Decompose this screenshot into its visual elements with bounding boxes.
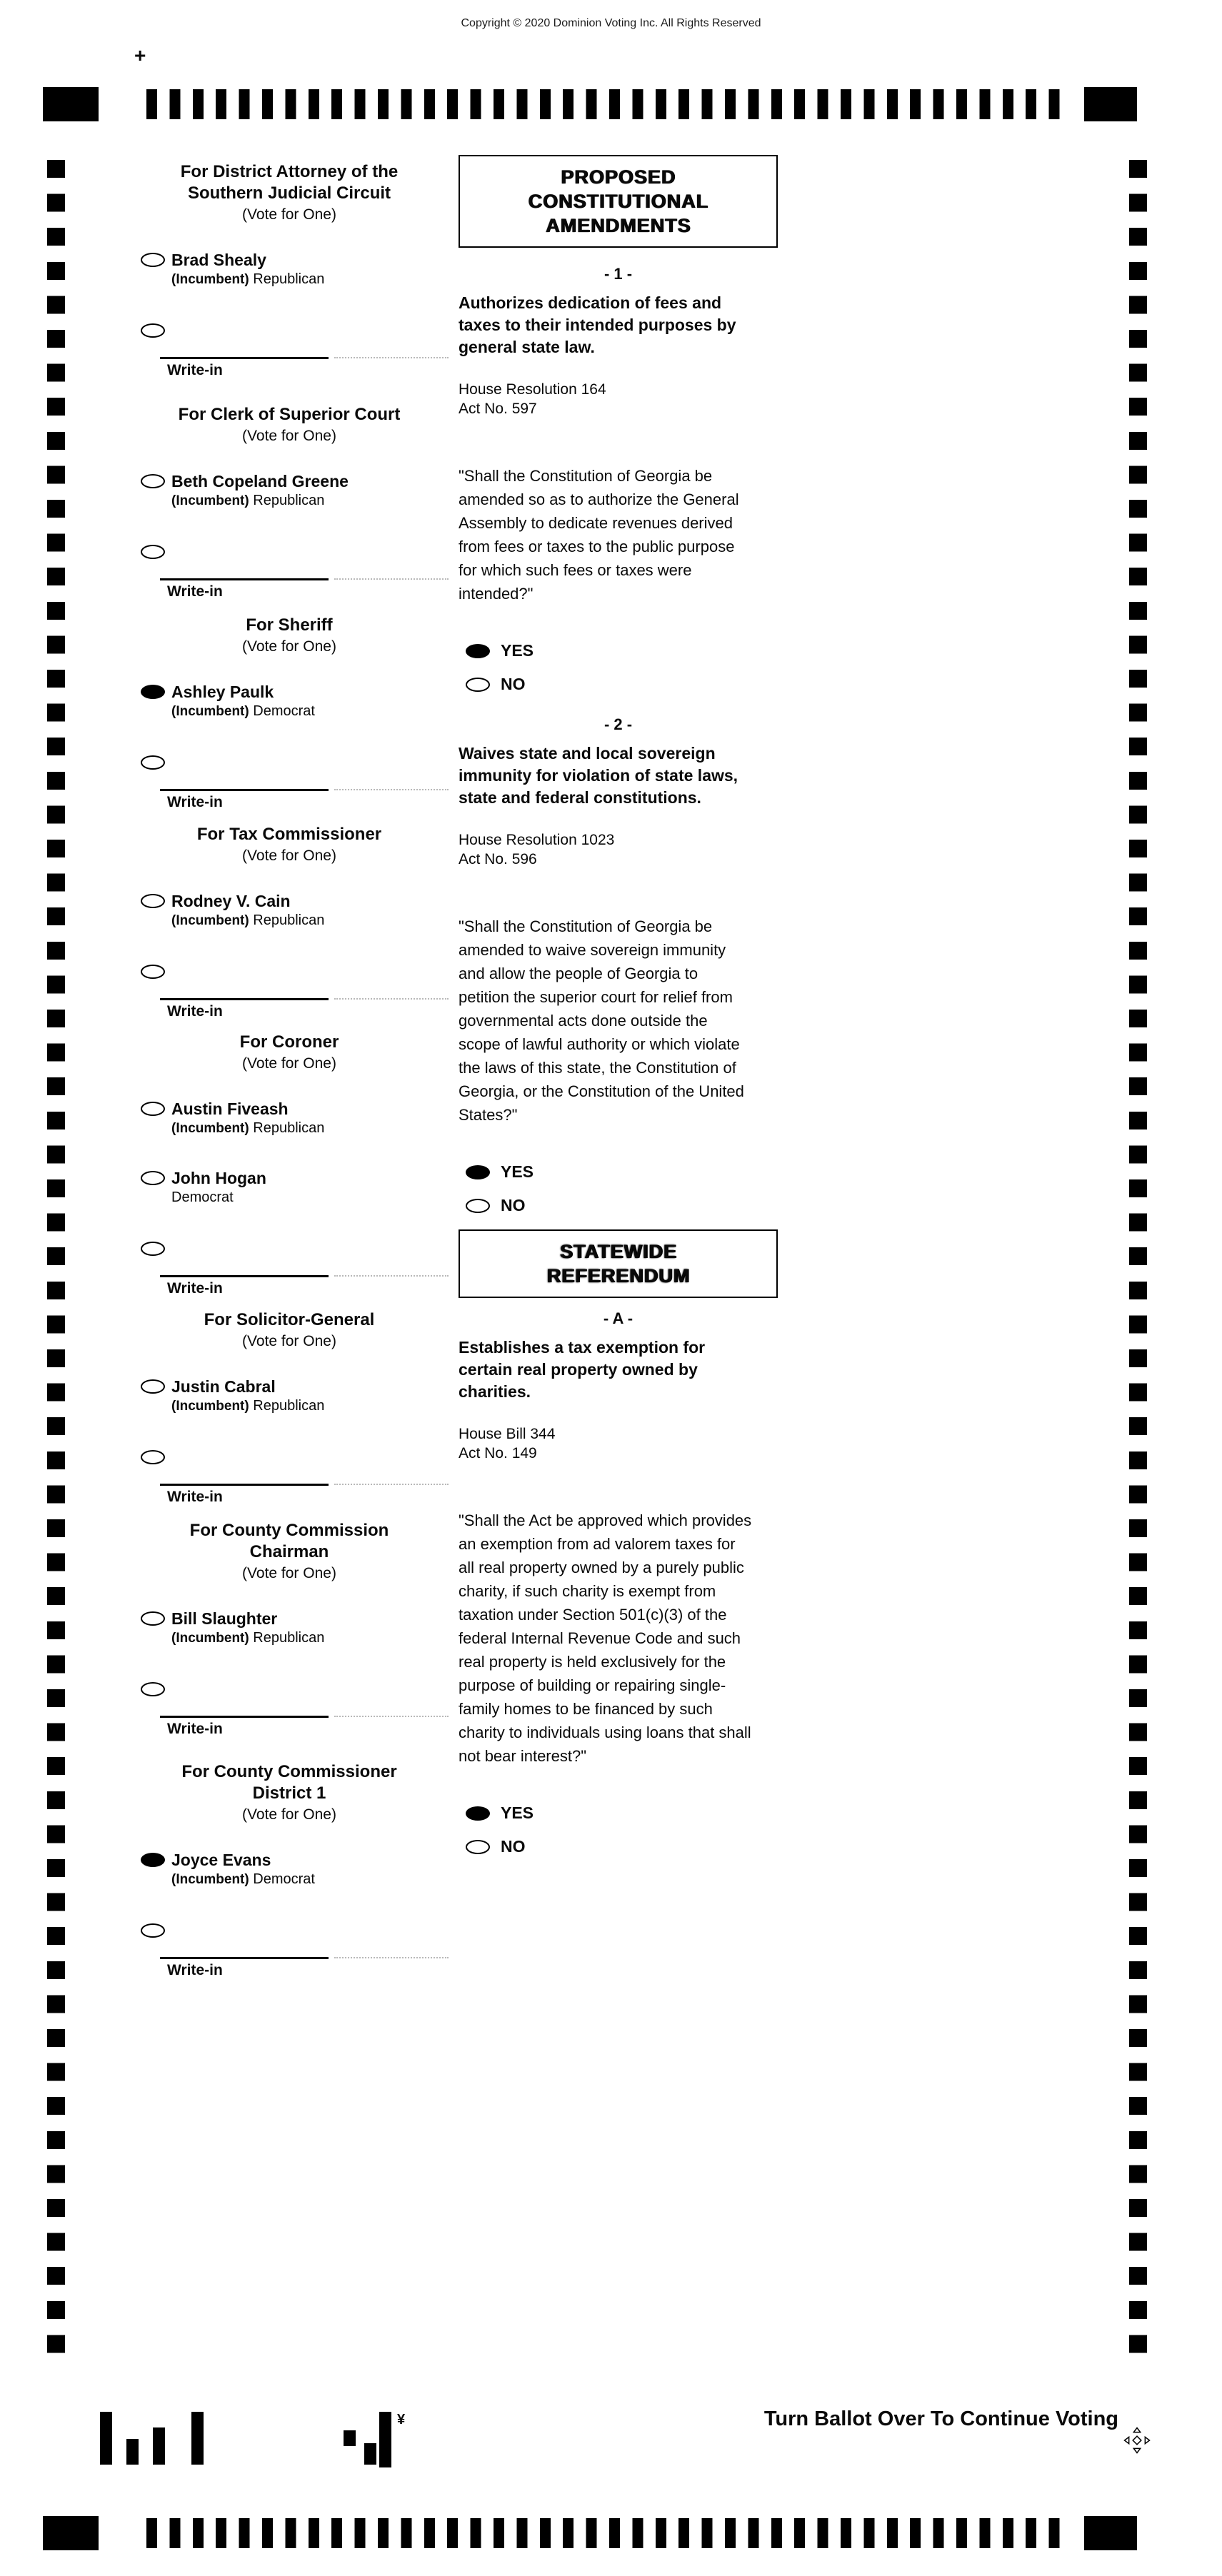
write-in-area[interactable]: [160, 1716, 329, 1739]
incumbent-label: (Incumbent): [171, 704, 249, 719]
code-bar: [344, 2430, 356, 2446]
write-in-option: [136, 753, 443, 773]
candidate-info: [171, 1168, 266, 1207]
yes-option: [466, 641, 778, 660]
candidate-party: [171, 702, 315, 721]
section-header-statewide-referendum: [459, 1229, 778, 1298]
race-title: [136, 1032, 443, 1053]
candidate-option: [136, 1377, 443, 1416]
write-in-area[interactable]: [160, 1484, 329, 1506]
candidate-info: [171, 471, 349, 510]
race-title-line: For Sheriff: [246, 615, 333, 635]
party-label: Republican: [253, 1120, 325, 1136]
party-label: Republican: [253, 912, 325, 928]
race-title: [136, 1520, 443, 1563]
candidate-option: [136, 682, 443, 721]
copyright-line: Copyright © 2020 Dominion Voting Inc. All Rights Reserved: [461, 17, 761, 29]
reference-line: House Resolution 1023: [459, 832, 615, 848]
candidate-name: Justin Cabral: [171, 1377, 276, 1396]
measure-references: [459, 380, 778, 418]
party-label: Democrat: [253, 703, 315, 719]
write-in-oval[interactable]: [141, 1682, 165, 1696]
measure-summary: Establishes a tax exemption for certain real property owned by charities.: [459, 1338, 706, 1401]
vote-oval[interactable]: [141, 474, 165, 488]
vote-for-one: (Vote for One): [242, 1806, 336, 1823]
scan-artifact-glyph: ¥: [397, 2412, 406, 2427]
candidate-name: Brad Shealy: [171, 251, 266, 269]
candidate-info: [171, 250, 324, 289]
yes-oval[interactable]: [466, 1165, 490, 1179]
candidate-info: [171, 682, 315, 721]
write-in-label: Write-in: [167, 583, 223, 600]
section-header-line: PROPOSED: [560, 166, 676, 188]
write-in-option: [136, 321, 443, 341]
write-in-option: [136, 1447, 443, 1468]
candidate-info: [171, 891, 324, 930]
vote-oval[interactable]: [141, 1611, 165, 1626]
candidate-party: [171, 1629, 324, 1648]
incumbent-label: (Incumbent): [171, 913, 249, 928]
race-title-line: For Tax Commissioner: [196, 825, 382, 844]
no-option: [466, 675, 778, 694]
candidate-party: [171, 1870, 315, 1889]
measure-references: [459, 830, 778, 869]
incumbent-label: (Incumbent): [171, 493, 249, 508]
no-label: NO: [501, 1196, 526, 1214]
candidate-party: [171, 1119, 324, 1138]
write-in-label: Write-in: [167, 1962, 223, 1978]
write-in-label: Write-in: [167, 1489, 223, 1505]
candidate-option: [136, 891, 443, 930]
race-district-attorney: [136, 161, 443, 380]
section-header-proposed-constitutional-amendments: [459, 155, 778, 248]
write-in-option: [136, 1921, 443, 1941]
candidate-party: [171, 491, 349, 510]
race-county-commission-chairman: [136, 1520, 443, 1739]
candidate-option: [136, 471, 443, 510]
vote-oval[interactable]: [141, 253, 165, 267]
candidate-name: Joyce Evans: [171, 1851, 271, 1869]
measure-amendment-1: [459, 265, 778, 694]
incumbent-label: (Incumbent): [171, 1872, 249, 1887]
write-in-oval[interactable]: [141, 323, 165, 338]
code-bar: [364, 2443, 376, 2465]
write-in-option: [136, 542, 443, 563]
race-title: [136, 161, 443, 204]
measure-references: [459, 1424, 778, 1463]
no-oval[interactable]: [466, 678, 490, 692]
party-label: Democrat: [171, 1189, 234, 1205]
vote-for-one: (Vote for One): [242, 1565, 336, 1581]
race-coroner: [136, 1032, 443, 1298]
yes-label: YES: [501, 1162, 534, 1181]
candidate-option: [136, 1168, 443, 1207]
reference-line: Act No. 597: [459, 401, 537, 417]
candidate-name: Rodney V. Cain: [171, 892, 291, 910]
race-title-line: For County Commissioner: [181, 1762, 397, 1781]
party-label: Republican: [253, 271, 325, 287]
timing-block-bottom-left: [43, 2516, 99, 2550]
candidate-party: [171, 1188, 266, 1207]
yes-oval[interactable]: [466, 644, 490, 658]
race-sheriff: [136, 615, 443, 812]
candidate-name: John Hogan: [171, 1169, 266, 1187]
section-header-line: REFERENDUM: [546, 1265, 690, 1287]
write-in-area[interactable]: [160, 357, 329, 380]
candidate-option: [136, 250, 443, 289]
write-in-label: Write-in: [167, 1721, 223, 1737]
write-in-oval[interactable]: [141, 1923, 165, 1938]
race-title-line: For Solicitor-General: [204, 1310, 375, 1329]
party-label: Democrat: [253, 1871, 315, 1887]
vote-oval[interactable]: [141, 1171, 165, 1185]
party-label: Republican: [253, 1630, 325, 1646]
measure-amendment-2: [459, 715, 778, 1215]
vote-for-one: (Vote for One): [242, 847, 336, 864]
incumbent-label: (Incumbent): [171, 272, 249, 287]
measure-question: "Shall the Act be approved which provides an exemption from ad valorem taxes for all real property owned by a purely public charity, if such charity is exempt from taxation under Section 501(c)(3) of the federal Internal Revenue Code and such real property is held exclusively for the purpose of building or repairing single-family homes to be financed by such charity to individuals using loans that shall not bear interest?": [459, 1511, 752, 1765]
write-in-area[interactable]: [160, 1957, 329, 1980]
race-title: [136, 404, 443, 426]
yes-oval[interactable]: [466, 1806, 490, 1821]
race-solicitor-general: [136, 1309, 443, 1506]
write-in-area[interactable]: [160, 998, 329, 1021]
write-in-option: [136, 962, 443, 982]
write-in-option: [136, 1679, 443, 1700]
write-in-label: Write-in: [167, 362, 223, 378]
write-in-option: [136, 1239, 443, 1259]
race-title: [136, 1309, 443, 1331]
vote-for-one: (Vote for One): [242, 1055, 336, 1072]
measure-number: - A -: [603, 1309, 633, 1327]
reference-line: Act No. 596: [459, 851, 537, 867]
no-oval[interactable]: [466, 1199, 490, 1213]
candidate-info: [171, 1099, 324, 1138]
yes-option: [466, 1162, 778, 1182]
timing-column-left: [47, 160, 65, 2354]
candidate-name: Bill Slaughter: [171, 1609, 278, 1628]
write-in-area[interactable]: [160, 789, 329, 812]
measure-number: - 1 -: [604, 265, 633, 283]
candidate-option: [136, 1850, 443, 1889]
race-tax-commissioner: [136, 824, 443, 1021]
race-title: [136, 1761, 443, 1804]
write-in-oval[interactable]: [141, 1242, 165, 1256]
party-label: Republican: [253, 493, 325, 508]
race-title: [136, 824, 443, 845]
measure-referendum-a: [459, 1309, 778, 1856]
vote-oval[interactable]: [141, 894, 165, 908]
candidate-info: [171, 1850, 315, 1889]
no-oval[interactable]: [466, 1840, 490, 1854]
reference-line: House Resolution 164: [459, 381, 606, 398]
vote-oval[interactable]: [141, 685, 165, 699]
candidate-name: Austin Fiveash: [171, 1100, 289, 1118]
incumbent-label: (Incumbent): [171, 1631, 249, 1646]
candidate-option: [136, 1099, 443, 1138]
reference-line: Act No. 149: [459, 1445, 537, 1461]
timing-block-bottom-right: [1084, 2516, 1137, 2550]
section-header-line: AMENDMENTS: [545, 215, 691, 236]
no-label: NO: [501, 675, 526, 693]
measure-summary: Authorizes dedication of fees and taxes to their intended purposes by general state law.: [459, 293, 736, 356]
incumbent-label: (Incumbent): [171, 1121, 249, 1136]
incumbent-label: (Incumbent): [171, 1399, 249, 1414]
section-header-line: STATEWIDE: [559, 1241, 677, 1262]
race-title-line: For Clerk of Superior Court: [178, 405, 401, 424]
timing-block-top-left: [43, 87, 99, 121]
measure-question: "Shall the Constitution of Georgia be amended so as to authorize the General Assembly to dedicate revenues derived from fees or taxes to the public purpose for which such fees or taxes were intended?": [459, 467, 739, 603]
measure-summary: Waives state and local sovereign immunity for violation of state laws, state and federal constitutions.: [459, 744, 738, 807]
measure-question: "Shall the Constitution of Georgia be amended to waive sovereign immunity and allow the people of Georgia to petition the superior court for relief from governmental acts done outside the scope of lawful authority or which violate the laws of this state, the Constitution of Georgia, or the Constitution of the United States?": [459, 917, 744, 1124]
party-label: Republican: [253, 1398, 325, 1414]
candidate-name: Ashley Paulk: [171, 683, 274, 701]
candidate-info: [171, 1377, 324, 1416]
write-in-oval[interactable]: [141, 755, 165, 770]
timing-column-right: [1129, 160, 1147, 2354]
candidate-party: [171, 1397, 324, 1416]
write-in-oval[interactable]: [141, 545, 165, 559]
candidate-name: Beth Copeland Greene: [171, 472, 349, 490]
race-clerk-superior-court: [136, 404, 443, 601]
vote-for-one: (Vote for One): [242, 638, 336, 655]
code-bar: [126, 2439, 139, 2465]
write-in-oval[interactable]: [141, 1450, 165, 1464]
write-in-label: Write-in: [167, 794, 223, 810]
turn-ballot-over-notice: Turn Ballot Over To Continue Voting: [763, 2408, 1118, 2430]
candidate-option: [136, 1609, 443, 1648]
vote-for-one: (Vote for One): [242, 428, 336, 444]
vote-oval[interactable]: [141, 1853, 165, 1867]
no-label: NO: [501, 1837, 526, 1856]
race-title-line: Southern Judicial Circuit: [187, 183, 391, 203]
race-title-line: For County Commission: [189, 1521, 389, 1540]
vote-oval[interactable]: [141, 1379, 165, 1394]
write-in-area[interactable]: [160, 578, 329, 601]
race-title: [136, 615, 443, 636]
timing-ticks-top: [146, 89, 1072, 119]
write-in-area[interactable]: [160, 1275, 329, 1298]
race-title-line: For Coroner: [239, 1032, 339, 1052]
no-option: [466, 1196, 778, 1215]
yes-label: YES: [501, 641, 534, 660]
reference-line: House Bill 344: [459, 1426, 556, 1442]
race-county-commissioner-district-1: [136, 1761, 443, 1980]
section-header-line: CONSTITUTIONAL: [528, 191, 708, 212]
timing-block-top-right: [1084, 87, 1137, 121]
vote-for-one: (Vote for One): [242, 206, 336, 223]
vote-for-one: (Vote for One): [242, 1333, 336, 1349]
race-title-line: For District Attorney of the: [180, 162, 399, 181]
candidate-party: [171, 911, 324, 930]
race-title-line: Chairman: [249, 1542, 329, 1561]
yes-option: [466, 1803, 778, 1823]
four-direction-move-icon: [1123, 2426, 1151, 2455]
candidate-party: [171, 270, 324, 289]
measure-number: - 2 -: [604, 715, 633, 733]
write-in-label: Write-in: [167, 1280, 223, 1297]
timing-ticks-bottom: [146, 2518, 1072, 2548]
yes-label: YES: [501, 1803, 534, 1822]
race-title-line: District 1: [252, 1783, 326, 1803]
no-option: [466, 1837, 778, 1856]
write-in-label: Write-in: [167, 1003, 223, 1020]
write-in-oval[interactable]: [141, 965, 165, 979]
candidate-info: [171, 1609, 324, 1648]
code-bar: [153, 2427, 165, 2465]
registration-mark: +: [134, 44, 146, 66]
vote-oval[interactable]: [141, 1102, 165, 1116]
